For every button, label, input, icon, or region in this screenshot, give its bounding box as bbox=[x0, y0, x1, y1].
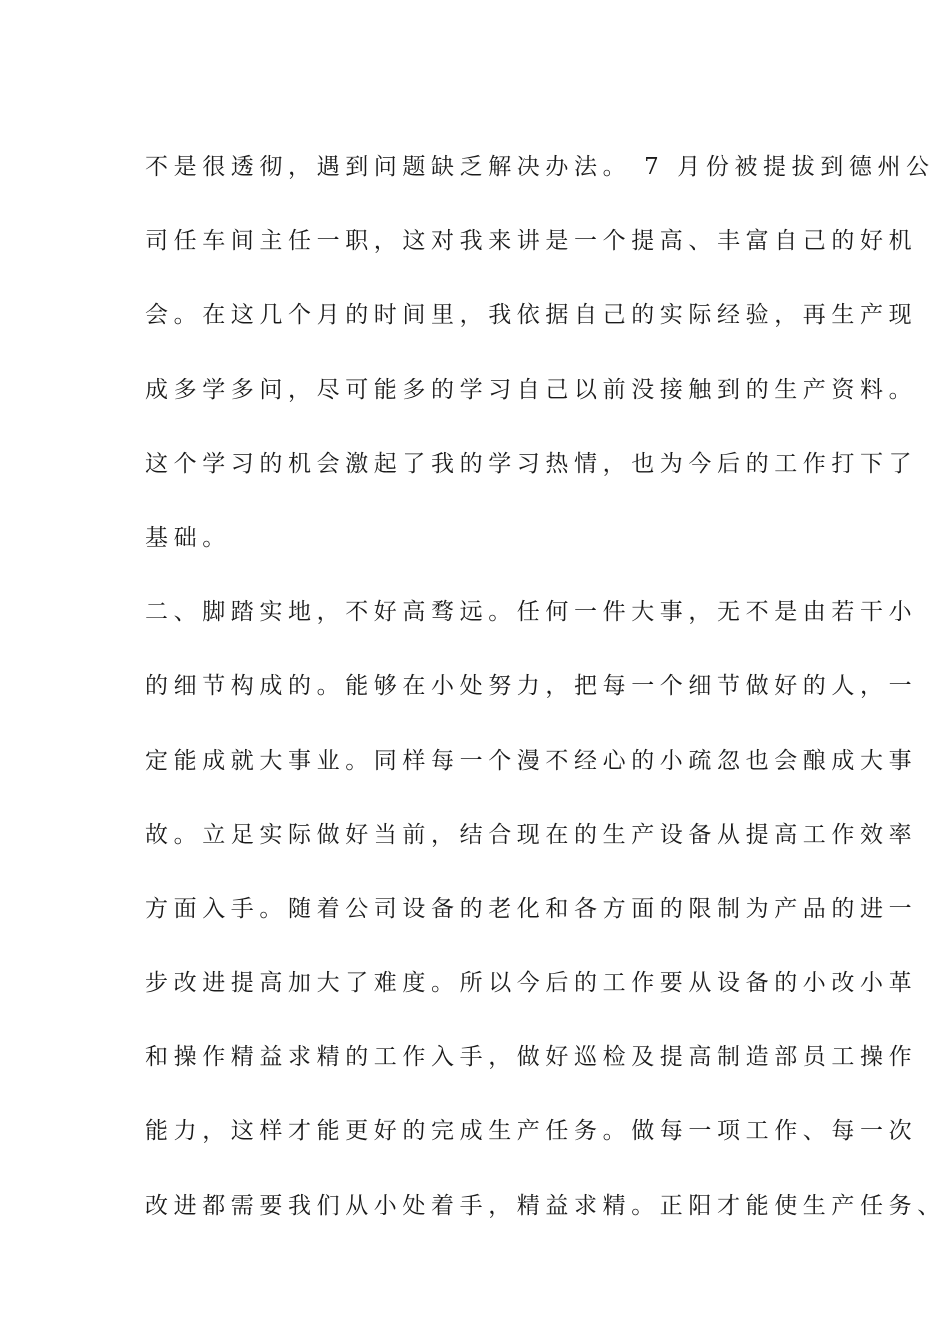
text-line: 会。在这几个月的时间里，我依据自己的实际经验，再生产现 bbox=[145, 302, 918, 329]
text-line: 成多学多问，尽可能多的学习自己以前没接触到的生产资料。 bbox=[145, 376, 918, 403]
text-line: 方面入手。随着公司设备的老化和各方面的限制为产品的进一 bbox=[145, 895, 918, 922]
text-line: 和操作精益求精的工作入手，做好巡检及提高制造部员工操作 bbox=[145, 1044, 918, 1071]
text-line: 步改进提高加大了难度。所以今后的工作要从设备的小改小革 bbox=[145, 970, 918, 997]
document-body bbox=[145, 130, 946, 1243]
text-line: 基础。 bbox=[145, 524, 231, 551]
text-line: 能力，这样才能更好的完成生产任务。做每一项工作、每一次 bbox=[145, 1118, 918, 1145]
text-line: 这个学习的机会激起了我的学习热情，也为今后的工作打下了 bbox=[145, 450, 918, 477]
text-line: 改进都需要我们从小处着手，精益求精。正阳才能使生产任务、 bbox=[145, 1192, 946, 1219]
text-line: 故。立足实际做好当前，结合现在的生产设备从提高工作效率 bbox=[145, 821, 918, 848]
text-line: 不是很透彻，遇到问题缺乏解决办法。 7 月份被提拔到德州公 bbox=[145, 154, 935, 180]
text-line: 的细节构成的。能够在小处努力，把每一个细节做好的人，一 bbox=[145, 673, 918, 700]
section-heading-line: 二、脚踏实地，不好高骛远。任何一件大事，无不是由若干小 bbox=[145, 599, 918, 626]
text-line: 司任车间主任一职，这对我来讲是一个提高、丰富自己的好机 bbox=[145, 228, 918, 255]
text-line: 定能成就大事业。同样每一个漫不经心的小疏忽也会酿成大事 bbox=[145, 747, 918, 774]
